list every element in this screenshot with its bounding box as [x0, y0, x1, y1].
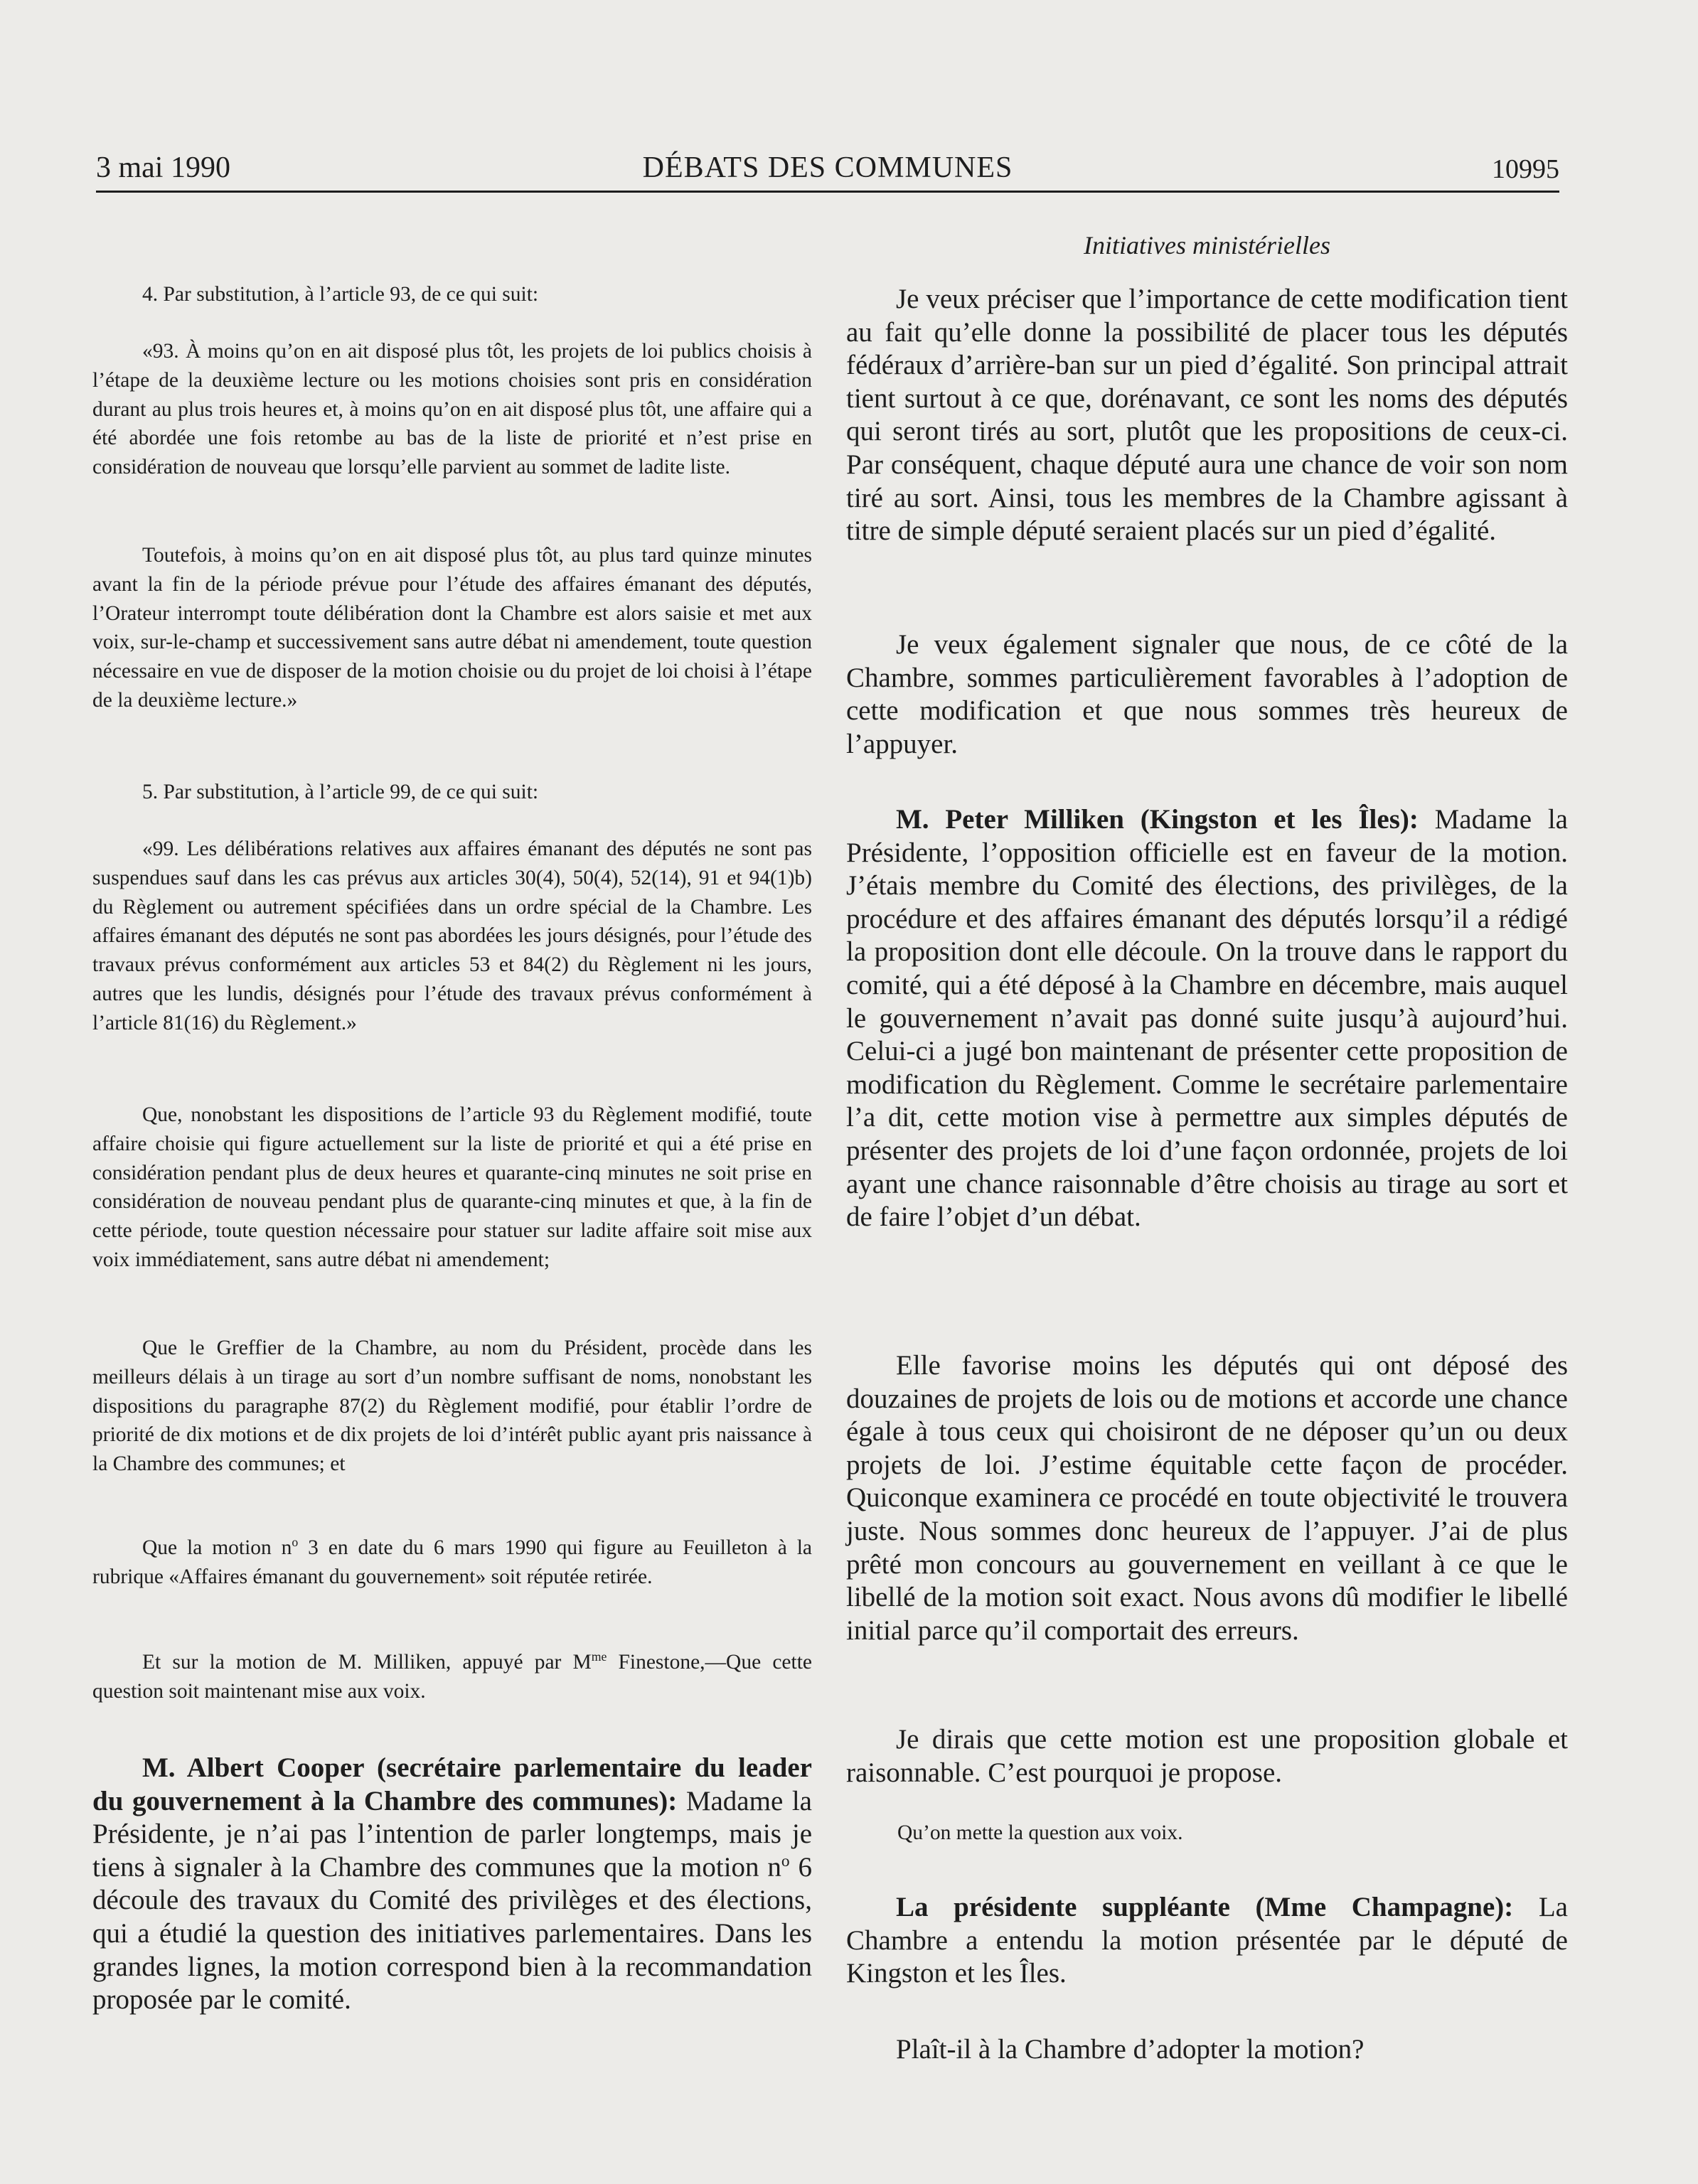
right-paragraph-4: Elle favorise moins les députés qui ont déposé des douzaines de projets de lois ou de motions et accorde une chance égale à tous ceux qui choisiront de ne déposer qu’un ou deux projets de loi. J’estime équitable cette façon de procéder. Quiconque examinera ce procédé en toute objectivité le trouvera juste. Nous sommes donc heureux de l’appuyer. J’ai de plus prêté mon concours au gouvernement en veillant à ce que le libellé de la motion soit exact. Nous avons dû modifier le libellé initial parce qu’il comportait des erreurs. — [846, 1350, 1568, 1646]
right-paragraph-1: Je veux préciser que l’importance de cette modification tient au fait qu’elle donne la possibilité de placer tous les députés fédéraux d’arrière-ban sur un pied d’égalité. Son principal attrait tient surtout à ce que, dorénavant, ce sont les noms des députés qui seront tirés au sort, plutôt que les propositions de ceux-ci. Par conséquent, chaque député aura une chance de voir son nom tiré au sort. Ainsi, tous les membres de la Chambre agissant à titre de simple député seraient placés sur un pied d’égalité. — [846, 284, 1568, 547]
right-paragraph-5: Je dirais que cette motion est une proposition globale et raisonnable. C’est pourquoi je propose. — [846, 1724, 1568, 1788]
header-date: 3 mai 1990 — [96, 151, 230, 184]
left-paragraph-9: Et sur la motion de M. Milliken, appuyé par $M^{me}$ Finestone,—Que cette question soit maintenant mise aux voix. — [92, 1649, 812, 1703]
left-paragraph-8: Que la motion $n^o$ 3 en date du 6 mars 1990 qui figure au Feuilleton à la rubrique «Affaires émanant du gouvernement» soit réputée retirée. — [92, 1535, 812, 1588]
right-paragraph-6: Qu’on mette la question aux voix. — [897, 1821, 1183, 1844]
page-number: 10995 — [1492, 154, 1559, 184]
header-title: DÉBATS DES COMMUNES — [642, 151, 1013, 184]
left-paragraph-3: Toutefois, à moins qu’on en ait disposé plus tôt, au plus tard quinze minutes avant la fin de la période prévue pour l’étude des affaires émanant des députés, l’Orateur interrompt toute délibération dont la Chambre est alors saisie et met aux voix, sur-le-champ et successivement sans autre débat ni amendement, toute question nécessaire en vue de disposer de la motion choisie ou du projet de loi choisi à l’étape de la deuxième lecture.» — [92, 544, 812, 712]
left-paragraph-4: 5. Par substitution, à l’article 99, de ce qui suit: — [142, 781, 539, 803]
section-title: Initiatives ministérielles — [1084, 231, 1330, 259]
left-paragraph-7: Que le Greffier de la Chambre, au nom du Président, procède dans les meilleurs délais à un tirage au sort d’un nombre suffisant de noms, nonobstant les dispositions du paragraphe 87(2) du Règlement modifié, pour établir l’ordre de priorité de dix motions et de dix projets de loi d’intérêt public ayant pris naissance à la Chambre des communes; et — [92, 1337, 812, 1476]
speaker-presidente: La présidente suppléante (Mme Champagne): — [896, 1892, 1514, 1922]
presidente-speech: La présidente suppléante (Mme Champagne): La Chambre a entendu la motion présentée par le député de Kingston et les Îles. — [846, 1892, 1568, 1989]
left-paragraph-1: 4. Par substitution, à l’article 93, de ce qui suit: — [142, 283, 539, 306]
speaker-cooper: M. Albert Cooper (secrétaire parlementaire du leader du gouvernement à la Chambre des communes): — [92, 1752, 812, 1816]
cooper-speech: M. Albert Cooper (secrétaire parlementaire du leader du gouvernement à la Chambre des communes): Madame la Présidente, je n’ai pas l’intention de parler longtemps, mais je tiens à signaler à la Chambre des communes que la motion $n^o$ 6 découle des travaux du Comité des privilèges et des élections, qui a étudié la question des initiatives parlementaires. Dans les grandes lignes, la motion correspond bien à la recommandation proposée par le comité. — [92, 1752, 812, 2016]
speaker-milliken: M. Peter Milliken (Kingston et les Îles): — [896, 804, 1419, 835]
right-paragraph-8: Plaît-il à la Chambre d’adopter la motion? — [896, 2034, 1365, 2065]
right-paragraph-2: Je veux également signaler que nous, de ce côté de la Chambre, sommes particulièrement favorables à l’adoption de cette modification et que nous sommes très heureux de l’appuyer. — [846, 629, 1568, 759]
header-rule — [96, 191, 1559, 193]
left-paragraph-2: «93. À moins qu’on en ait disposé plus tôt, les projets de loi publics choisis à l’étape de la deuxième lecture ou les motions choisies sont pris en considération durant au plus trois heures et, à moins qu’on en ait disposé plus tôt, une affaire qui a été abordée une fois retombe au bas de la liste de priorité et n’est prise en considération de nouveau que lorsqu’elle parvient au sommet de ladite liste. — [92, 340, 812, 479]
page-header — [96, 151, 1559, 193]
left-paragraph-6: Que, nonobstant les dispositions de l’article 93 du Règlement modifié, toute affaire choisie qui figure actuellement sur la liste de priorité et qui a été prise en considération pendant plus de deux heures et quarante-cinq minutes ne soit prise en considération de nouveau pendant plus de quarante-cinq minutes et que, à la fin de cette période, toute question nécessaire pour statuer sur ladite affaire soit mise aux voix immédiatement, sans autre débat ni amendement; — [92, 1103, 812, 1271]
milliken-speech: M. Peter Milliken (Kingston et les Îles): Madame la Présidente, l’opposition officielle est en faveur de la motion. J’étais membre du Comité des élections, des privilèges, de la procédure et des affaires émanant des députés lorsqu’il a rédigé la proposition dont elle découle. On la trouve dans le rapport du comité, qui a été déposé à la Chambre en décembre, mais auquel le gouvernement n’avait pas donné suite jusqu’à aujourd’hui. Celui-ci a jugé bon maintenant de présenter cette proposition de modification du Règlement. Comme le secrétaire parlementaire l’a dit, cette motion vise à permettre aux simples députés de présenter des projets de loi d’une façon ordonnée, projets de loi ayant une chance raisonnable d’être choisis au tirage au sort et de faire l’objet d’un débat. — [846, 804, 1568, 1233]
left-paragraph-5: «99. Les délibérations relatives aux affaires émanant des députés ne sont pas suspendues sauf dans les cas prévus aux articles 30(4), 50(4), 52(14), 91 et 94(1)b) du Règlement ou autrement spécifiées dans un ordre spécial de la Chambre. Les affaires émanant des députés ne sont pas abordées les jours désignés, pour l’étude des travaux prévus conformément aux articles 53 et 84(2) du Règlement ni les jours, autres que les lundis, désignés pour l’étude des travaux prévus conformément à l’article 81(16) du Règlement.» — [92, 837, 812, 1034]
